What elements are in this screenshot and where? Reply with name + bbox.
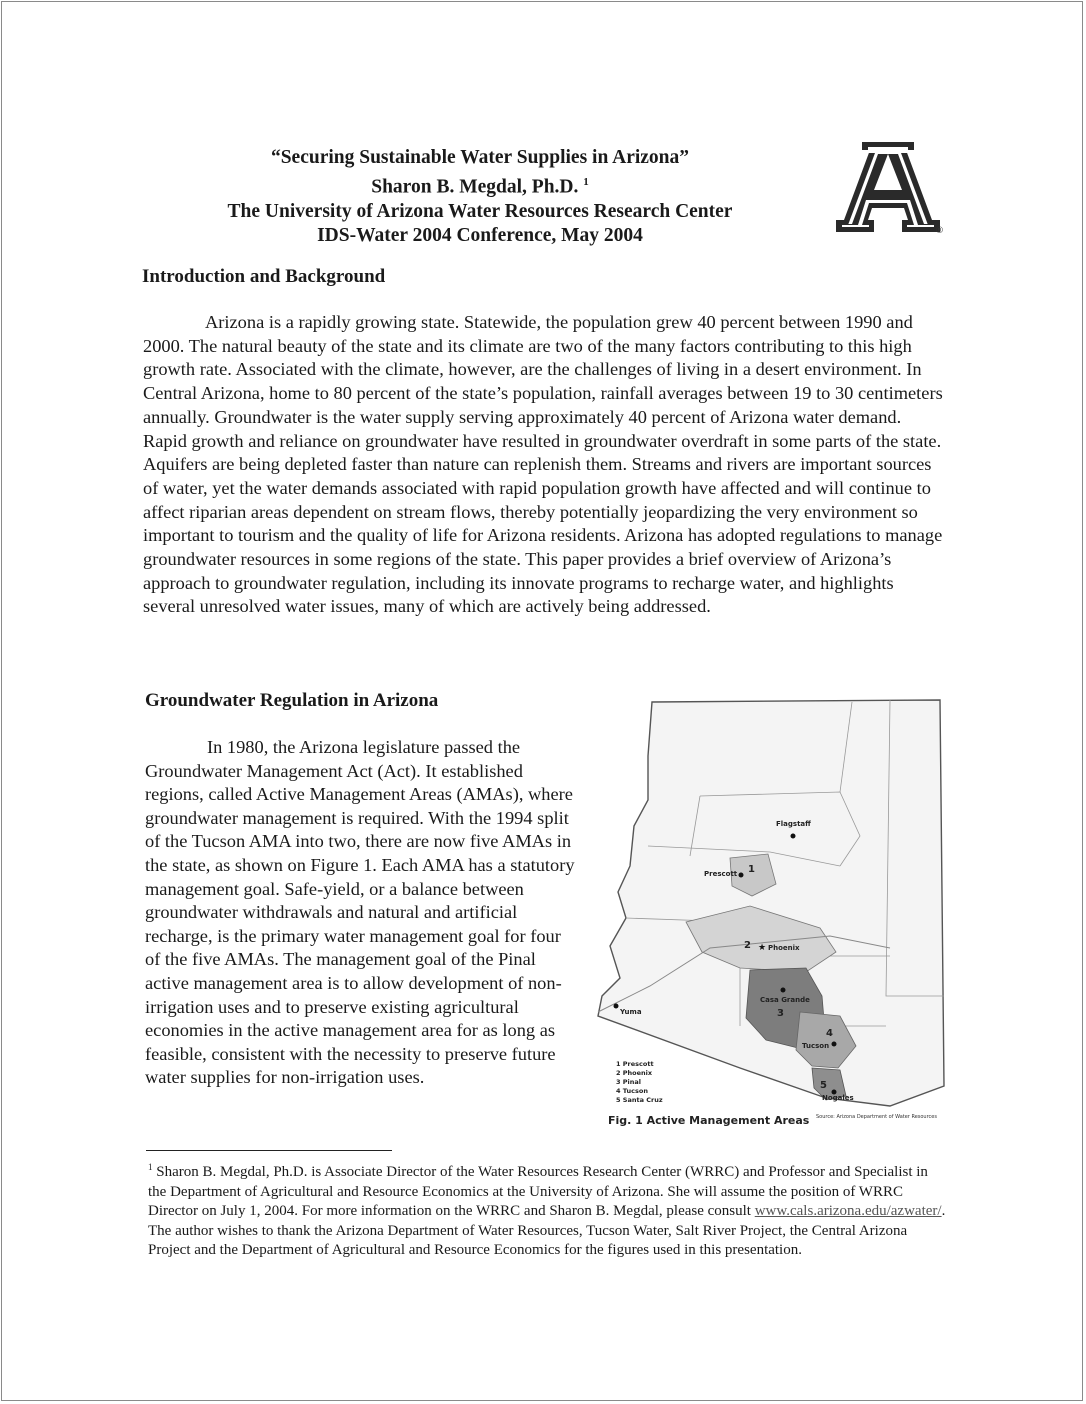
- ama-number-5: 5: [820, 1080, 827, 1091]
- wrrc-link[interactable]: www.cals.arizona.edu/azwater/: [754, 1203, 942, 1220]
- casa-grande-marker: [781, 988, 786, 993]
- legend-item-2: 2 Phoenix: [616, 1069, 653, 1077]
- legend-item-3: 3 Pinal: [616, 1078, 642, 1086]
- yuma-marker: [614, 1004, 619, 1009]
- footnote: [148, 1158, 948, 1261]
- author-line: [150, 170, 810, 200]
- tucson-marker: [832, 1042, 837, 1047]
- phoenix-label: Phoenix: [768, 944, 800, 952]
- footnote-mark: 1: [148, 1162, 153, 1172]
- legend-item-1: 1 Prescott: [616, 1060, 654, 1068]
- groundwater-paragraph: In 1980, the Arizona legislature passed the Groundwater Management Act (Act). It established regions, called Active Management Areas (AMAs), where groundwater management is required. With the 1994 split of the Tucson AMA into two, there are now five AMAs in the state, as shown on Figure 1. Each AMA has a statutory management goal. Safe-yield, or a balance between groundwater withdrawals and natural and artificial recharge, is the primary water management goal for four of the five AMAs. The management goal of the Pinal active management area is to allow development of non-irrigation uses and to preserve existing agricultural economies in the active management area for as long as feasible, consistent with the necessity to preserve future water supplies for non-irrigation uses.: [145, 737, 575, 1088]
- flagstaff-label: Flagstaff: [776, 820, 811, 828]
- yuma-label: Yuma: [620, 1008, 642, 1016]
- ama-number-2: 2: [744, 940, 751, 951]
- paper-title: “Securing Sustainable Water Supplies in Arizona”: [270, 147, 690, 168]
- arizona-outline: [598, 700, 944, 1106]
- university-logo: [832, 140, 944, 236]
- ama-number-1: 1: [748, 864, 755, 875]
- map-legend: [616, 1060, 663, 1104]
- ama-number-4: 4: [826, 1028, 833, 1039]
- casa-grande-label: Casa Grande: [760, 996, 810, 1004]
- figure-source: Source: Arizona Department of Water Resources: [816, 1114, 937, 1120]
- phoenix-star-icon: ★: [758, 942, 767, 952]
- author-footnote-mark: 1: [583, 176, 589, 188]
- legend-item-4: 4 Tucson: [616, 1087, 648, 1095]
- author-name: Sharon B. Megdal, Ph.D.: [371, 176, 579, 198]
- footnote-divider: [146, 1150, 392, 1151]
- footnote-text-before-link: Sharon B. Megdal, Ph.D. is Associate Director of the Water Resources Research Center (WRRC) and Professor and Specialist in the Department of Agricultural and Resource Economics at the University of Arizona. She will assume the position of WRRC Director on July 1, 2004. For more information on the WRRC and Sharon B. Megdal, please consult: [148, 1164, 928, 1220]
- tucson-label: Tucson: [802, 1042, 830, 1050]
- nogales-label: Nogales: [822, 1094, 854, 1102]
- prescott-label: Prescott: [704, 870, 738, 878]
- flagstaff-marker: [791, 834, 796, 839]
- footnote-text-after-link: . The author wishes to thank the Arizona Department of Water Resources, Tucson Water, Salt River Project, the Central Arizona Project and the Department of Agricultural and Resource Economics for the figures used in this presentation.: [148, 1203, 946, 1259]
- title-block: [150, 146, 810, 248]
- ama-number-3: 3: [777, 1008, 784, 1019]
- groundwater-heading: Groundwater Regulation in Arizona: [145, 690, 439, 711]
- logo-registered: ®: [935, 226, 944, 236]
- legend-item-5: 5 Santa Cruz: [616, 1096, 663, 1104]
- ama-map-figure: [590, 696, 960, 1136]
- prescott-marker: [739, 873, 744, 878]
- institution-line: The University of Arizona Water Resources Research Center: [227, 200, 733, 222]
- figure-caption: Fig. 1 Active Management Areas: [608, 1114, 810, 1127]
- conference-line: IDS-Water 2004 Conference, May 2004: [317, 224, 643, 246]
- intro-paragraph: Arizona is a rapidly growing state. Statewide, the population grew 40 percent between 1990 and 2000. The natural beauty of the state and its climate are two of the many factors contributing to this high growth rate. Associated with the climate, however, are the challenges of living in a desert environment. In Central Arizona, home to 80 percent of the state’s population, rainfall averages between 19 to 30 centimeters annually. Groundwater is the water supply serving approximately 40 percent of Arizona water demand. Rapid growth and reliance on groundwater have resulted in groundwater overdraft in some parts of the state. Aquifers are being depleted faster than nature can replenish them. Streams and rivers are important sources of water, yet the water demands associated with rapid population growth have affected and will continue to affect riparian areas dependent on stream flows, thereby potentially jeopardizing the very environment so important to tourism and the quality of life for Arizona residents. Arizona has adopted regulations to manage groundwater resources in some regions of the state. This paper provides a brief overview of Arizona’s approach to groundwater regulation, including its innovate programs to recharge water, and highlights several unresolved water issues, many of which are actively being addressed.: [143, 312, 943, 617]
- intro-heading: Introduction and Background: [142, 266, 386, 287]
